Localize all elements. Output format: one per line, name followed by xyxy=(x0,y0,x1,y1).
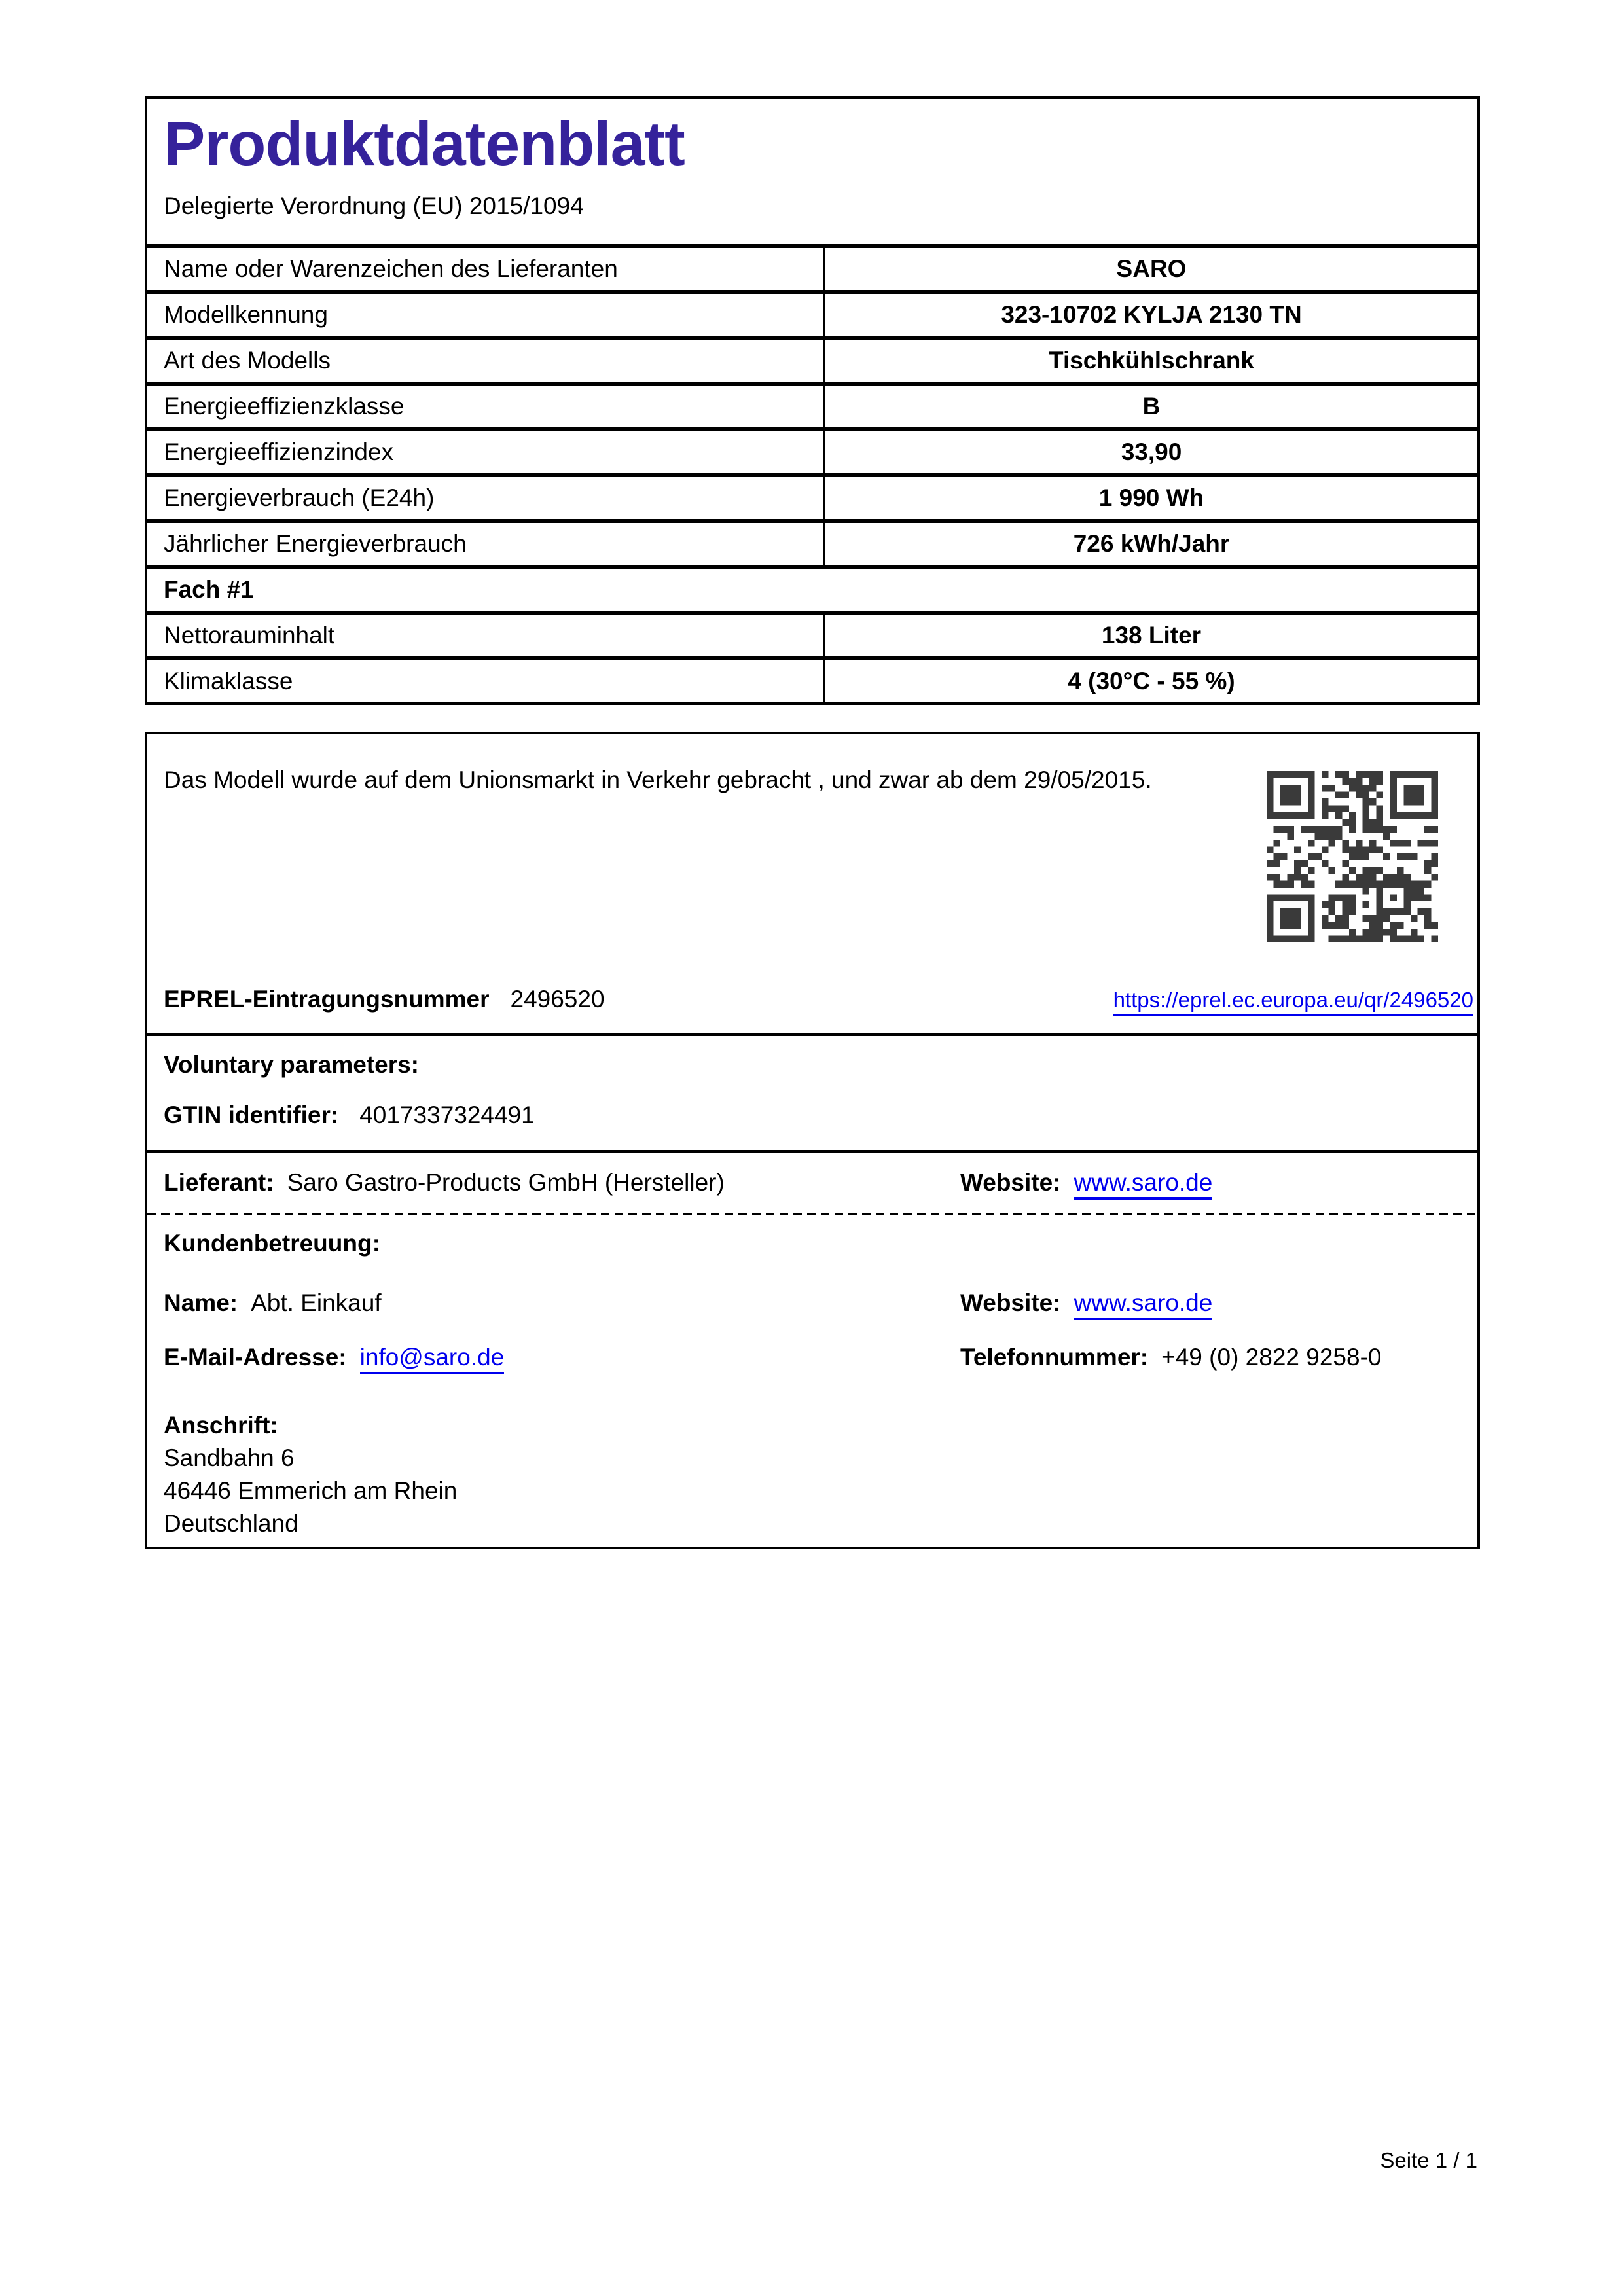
support-website-cell xyxy=(960,1288,1477,1318)
regulation-subtitle: Delegierte Verordnung (EU) 2015/1094 xyxy=(164,192,584,219)
row-value: 4 (30°C - 55 %) xyxy=(823,660,1477,702)
page-title: Produktdatenblatt xyxy=(164,109,685,179)
voluntary-parameters-heading: Voluntary parameters: xyxy=(164,1051,419,1078)
support-name-row xyxy=(147,1288,1477,1318)
supplier-cell xyxy=(164,1168,960,1198)
page-number: Seite 1 / 1 xyxy=(1380,2148,1477,2172)
row-label: Energieeffizienzklasse xyxy=(164,393,405,420)
address-line: Sandbahn 6 xyxy=(164,1444,295,1471)
table-section-row-fach-1 xyxy=(147,565,1477,611)
supplier-section xyxy=(147,1150,1477,1213)
support-heading: Kundenbetreuung: xyxy=(164,1230,380,1257)
row-label: Modellkennung xyxy=(164,301,328,328)
eprel-number: 2496520 xyxy=(510,986,605,1013)
address-line: 46446 Emmerich am Rhein xyxy=(164,1477,458,1504)
table-row xyxy=(147,336,1477,382)
title-block xyxy=(147,99,1477,244)
market-placement-statement: Das Modell wurde auf dem Unionsmarkt in Verkehr gebracht , und zwar ab dem 29/05/2015. xyxy=(164,766,1152,793)
section-row-label: Fach #1 xyxy=(164,576,254,603)
table-row xyxy=(147,519,1477,565)
support-contact-row xyxy=(147,1342,1477,1372)
row-value: 33,90 xyxy=(823,431,1477,473)
row-label: Energieverbrauch (E24h) xyxy=(164,484,435,511)
row-label: Energieeffizienzindex xyxy=(164,439,394,465)
gtin-label: GTIN identifier: xyxy=(164,1102,339,1128)
phone-value: +49 (0) 2822 9258-0 xyxy=(1161,1344,1382,1371)
website-label: Website: xyxy=(960,1169,1061,1196)
voluntary-parameters-section xyxy=(147,1033,1477,1150)
eprel-url-link[interactable]: https://eprel.ec.europa.eu/qr/2496520 xyxy=(1113,988,1473,1016)
support-name-cell xyxy=(164,1288,960,1318)
row-value: 1 990 Wh xyxy=(823,477,1477,519)
name-label: Name: xyxy=(164,1289,238,1316)
supplier-row xyxy=(147,1168,1477,1198)
table-row xyxy=(147,290,1477,336)
row-label: Nettorauminhalt xyxy=(164,622,335,649)
eprel-label: EPREL-Eintragungsnummer xyxy=(164,986,490,1013)
eprel-section xyxy=(147,734,1477,1033)
name-value: Abt. Einkauf xyxy=(251,1289,382,1316)
gtin-line xyxy=(164,1101,1477,1130)
customer-support-section xyxy=(147,1215,1477,1547)
phone-label: Telefonnummer: xyxy=(960,1344,1149,1371)
supplier-label: Lieferant: xyxy=(164,1169,274,1196)
address-block xyxy=(147,1409,1477,1540)
row-label: Name oder Warenzeichen des Lieferanten xyxy=(164,255,618,282)
table-row xyxy=(147,244,1477,290)
table-row xyxy=(147,656,1477,702)
eprel-registration xyxy=(164,986,605,1013)
table-row xyxy=(147,382,1477,427)
eprel-row xyxy=(164,986,1473,1016)
supplier-value: Saro Gastro-Products GmbH (Hersteller) xyxy=(287,1169,725,1196)
row-value: 138 Liter xyxy=(823,615,1477,656)
website-label: Website: xyxy=(960,1289,1061,1316)
table-row xyxy=(147,427,1477,473)
table-row xyxy=(147,611,1477,656)
product-data-table xyxy=(147,244,1477,702)
supplier-website-link[interactable]: www.saro.de xyxy=(1074,1169,1213,1200)
row-label: Jährlicher Energieverbrauch xyxy=(164,530,467,557)
row-label: Klimaklasse xyxy=(164,668,293,694)
supplier-website-cell xyxy=(960,1168,1477,1198)
phone-cell xyxy=(960,1342,1477,1372)
row-value: SARO xyxy=(823,248,1477,290)
email-label: E-Mail-Adresse: xyxy=(164,1344,347,1371)
row-value: 726 kWh/Jahr xyxy=(823,523,1477,565)
qr-code xyxy=(1267,771,1438,942)
table-row xyxy=(147,473,1477,519)
row-value: B xyxy=(823,386,1477,427)
datasheet-header-table-box xyxy=(145,96,1480,705)
support-website-link[interactable]: www.saro.de xyxy=(1074,1289,1213,1320)
datasheet-details-box xyxy=(145,732,1480,1549)
email-link[interactable]: info@saro.de xyxy=(360,1344,505,1374)
gtin-value: 4017337324491 xyxy=(359,1102,535,1128)
row-label: Art des Modells xyxy=(164,347,331,374)
address-line: Deutschland xyxy=(164,1510,298,1537)
row-value: Tischkühlschrank xyxy=(823,340,1477,382)
email-cell xyxy=(164,1342,960,1372)
address-label: Anschrift: xyxy=(164,1412,278,1439)
row-value: 323-10702 KYLJA 2130 TN xyxy=(823,294,1477,336)
